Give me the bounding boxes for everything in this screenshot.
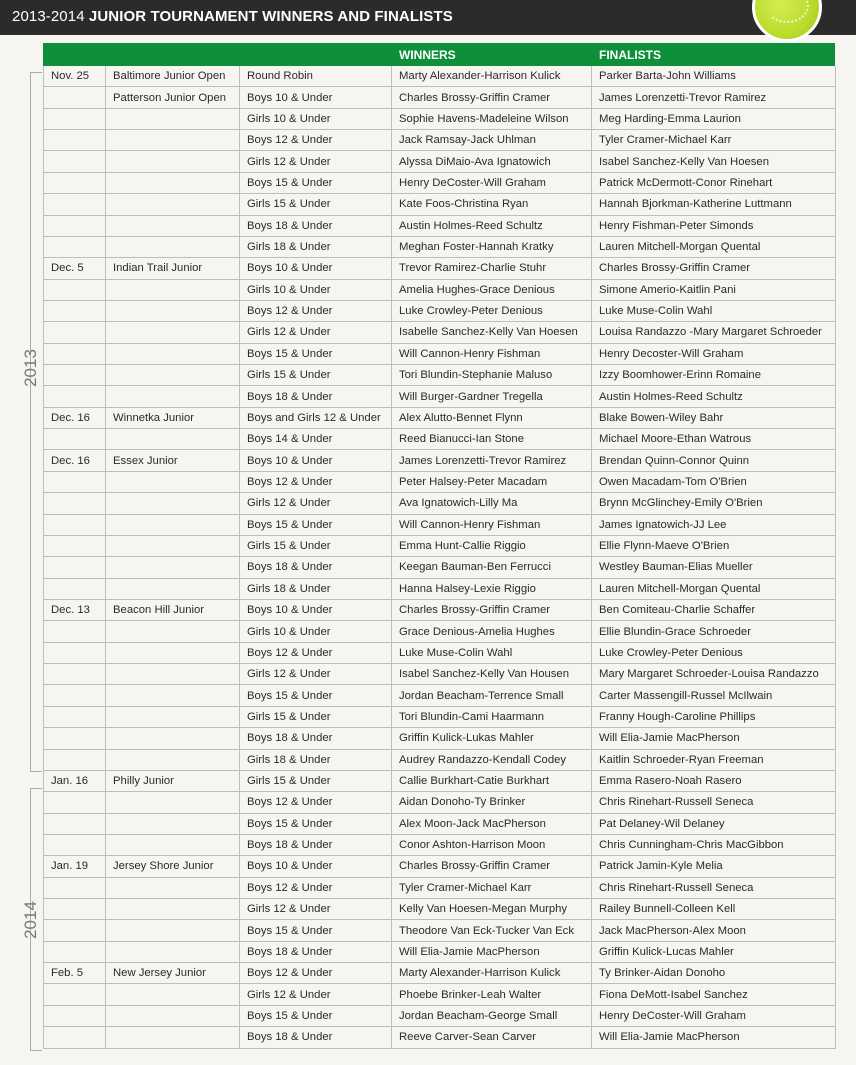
finalists-cell: Henry Fishman-Peter Simonds [592,215,836,236]
tournament-cell [106,621,240,642]
year-label-2014: 2014 [21,901,40,939]
date-cell [44,108,106,129]
tournament-cell: Indian Trail Junior [106,258,240,279]
tournament-cell: Essex Junior [106,450,240,471]
winners-cell: Hanna Halsey-Lexie Riggio [392,578,592,599]
winners-cell: Kate Foos-Christina Ryan [392,194,592,215]
date-cell: Jan. 19 [44,856,106,877]
date-cell [44,834,106,855]
finalists-cell: Patrick McDermott-Conor Rinehart [592,172,836,193]
winners-cell: James Lorenzetti-Trevor Ramirez [392,450,592,471]
finalists-cell: Franny Hough-Caroline Phillips [592,706,836,727]
table-row [44,984,836,1005]
division-cell: Boys 10 & Under [240,258,392,279]
tournament-cell [106,236,240,257]
date-cell [44,172,106,193]
tournament-cell: Baltimore Junior Open [106,66,240,87]
finalists-cell: Ellie Blundin-Grace Schroeder [592,621,836,642]
tournament-cell [106,322,240,343]
finalists-cell: Chris Rinehart-Russell Seneca [592,792,836,813]
tournament-cell [106,172,240,193]
finalists-cell: Westley Bauman-Elias Mueller [592,557,836,578]
table-row [44,899,836,920]
table-row [44,151,836,172]
tournament-cell [106,215,240,236]
division-cell: Boys 10 & Under [240,599,392,620]
table-row [44,194,836,215]
tournament-cell: Winnetka Junior [106,407,240,428]
division-cell: Girls 18 & Under [240,578,392,599]
winners-cell: Will Cannon-Henry Fishman [392,343,592,364]
division-cell: Girls 18 & Under [240,749,392,770]
finalists-cell: Jack MacPherson-Alex Moon [592,920,836,941]
table-row [44,258,836,279]
winners-cell: Henry DeCoster-Will Graham [392,172,592,193]
division-cell: Boys 18 & Under [240,834,392,855]
tournament-cell [106,108,240,129]
finalists-cell: Will Elia-Jamie MacPherson [592,1027,836,1048]
finalists-cell: Hannah Bjorkman-Katherine Luttmann [592,194,836,215]
tournament-cell: Patterson Junior Open [106,87,240,108]
table-row [44,471,836,492]
winners-cell: Will Cannon-Henry Fishman [392,514,592,535]
tournament-cell [106,535,240,556]
tournament-cell [106,941,240,962]
tournament-cell [106,984,240,1005]
division-cell: Boys 18 & Under [240,386,392,407]
results-table [43,66,836,1049]
date-cell [44,984,106,1005]
date-cell [44,706,106,727]
finalists-cell: Isabel Sanchez-Kelly Van Hoesen [592,151,836,172]
results-table-body [44,66,836,1048]
table-row [44,664,836,685]
winners-cell: Alex Moon-Jack MacPherson [392,813,592,834]
finalists-cell: Blake Bowen-Wiley Bahr [592,407,836,428]
division-cell: Girls 10 & Under [240,279,392,300]
winners-cell: Will Elia-Jamie MacPherson [392,941,592,962]
winners-cell: Isabel Sanchez-Kelly Van Housen [392,664,592,685]
division-cell: Boys 14 & Under [240,429,392,450]
winners-cell: Emma Hunt-Callie Riggio [392,535,592,556]
tournament-cell [106,813,240,834]
table-row [44,87,836,108]
tournament-cell [106,493,240,514]
winners-cell: Grace Denious-Amelia Hughes [392,621,592,642]
date-cell [44,941,106,962]
division-cell: Boys 18 & Under [240,1027,392,1048]
date-cell [44,899,106,920]
table-row [44,770,836,791]
table-row [44,877,836,898]
winners-cell: Jack Ramsay-Jack Uhlman [392,130,592,151]
division-cell: Boys 18 & Under [240,557,392,578]
division-cell: Boys and Girls 12 & Under [240,407,392,428]
table-row [44,343,836,364]
division-cell: Boys 12 & Under [240,877,392,898]
date-cell [44,365,106,386]
tournament-cell: Philly Junior [106,770,240,791]
winners-cell: Alyssa DiMaio-Ava Ignatowich [392,151,592,172]
finalists-cell: Brynn McGlinchey-Emily O'Brien [592,493,836,514]
division-cell: Girls 10 & Under [240,621,392,642]
division-cell: Boys 18 & Under [240,215,392,236]
winners-cell: Marty Alexander-Harrison Kulick [392,963,592,984]
finalists-cell: Carter Massengill-Russel McIlwain [592,685,836,706]
page-title [12,8,453,25]
table-row [44,108,836,129]
division-cell: Girls 15 & Under [240,706,392,727]
table-row [44,365,836,386]
finalists-cell: Austin Holmes-Reed Schultz [592,386,836,407]
winners-header: WINNERS [399,48,456,62]
division-cell: Girls 12 & Under [240,322,392,343]
winners-cell: Audrey Randazzo-Kendall Codey [392,749,592,770]
table-row [44,749,836,770]
division-cell: Boys 12 & Under [240,963,392,984]
winners-cell: Jordan Beacham-George Small [392,1005,592,1026]
finalists-cell: Izzy Boomhower-Erinn Romaine [592,365,836,386]
division-cell: Girls 15 & Under [240,535,392,556]
winners-cell: Griffin Kulick-Lukas Mahler [392,728,592,749]
finalists-cell: Henry DeCoster-Will Graham [592,1005,836,1026]
division-cell: Boys 10 & Under [240,450,392,471]
finalists-cell: Ellie Flynn-Maeve O'Brien [592,535,836,556]
table-row [44,813,836,834]
date-cell [44,920,106,941]
division-cell: Girls 18 & Under [240,236,392,257]
tournament-cell: New Jersey Junior [106,963,240,984]
date-cell [44,621,106,642]
finalists-cell: Ben Comiteau-Charlie Schaffer [592,599,836,620]
tournament-cell [106,792,240,813]
table-row [44,1027,836,1048]
date-cell: Feb. 5 [44,963,106,984]
winners-cell: Will Burger-Gardner Tregella [392,386,592,407]
tournament-cell: Beacon Hill Junior [106,599,240,620]
finalists-cell: Michael Moore-Ethan Watrous [592,429,836,450]
date-cell [44,1027,106,1048]
winners-cell: Alex Alutto-Bennet Flynn [392,407,592,428]
finalists-cell: Kaitlin Schroeder-Ryan Freeman [592,749,836,770]
division-cell: Boys 15 & Under [240,1005,392,1026]
division-cell: Boys 10 & Under [240,856,392,877]
date-cell [44,471,106,492]
finalists-cell: Louisa Randazzo -Mary Margaret Schroeder [592,322,836,343]
tournament-cell [106,877,240,898]
date-cell [44,322,106,343]
date-cell [44,343,106,364]
date-cell: Dec. 13 [44,599,106,620]
date-cell [44,130,106,151]
tournament-cell [106,386,240,407]
table-row [44,386,836,407]
finalists-cell: Simone Amerio-Kaitlin Pani [592,279,836,300]
finalists-cell: James Ignatowich-JJ Lee [592,514,836,535]
winners-cell: Sophie Havens-Madeleine Wilson [392,108,592,129]
winners-cell: Kelly Van Hoesen-Megan Murphy [392,899,592,920]
date-cell: Dec. 16 [44,450,106,471]
winners-cell: Ava Ignatowich-Lilly Ma [392,493,592,514]
date-cell [44,664,106,685]
table-row [44,300,836,321]
date-cell [44,813,106,834]
finalists-cell: Emma Rasero-Noah Rasero [592,770,836,791]
table-row [44,920,836,941]
finalists-cell: Lauren Mitchell-Morgan Quental [592,578,836,599]
date-cell [44,642,106,663]
finalists-cell: Chris Rinehart-Russell Seneca [592,877,836,898]
division-cell: Girls 12 & Under [240,664,392,685]
division-cell: Boys 15 & Under [240,172,392,193]
finalists-cell: Parker Barta-John Williams [592,66,836,87]
table-row [44,429,836,450]
table-row [44,514,836,535]
tournament-cell [106,899,240,920]
date-cell [44,728,106,749]
table-row [44,450,836,471]
table-row [44,685,836,706]
finalists-cell: Pat Delaney-Wil Delaney [592,813,836,834]
table-row [44,130,836,151]
winners-cell: Marty Alexander-Harrison Kulick [392,66,592,87]
date-cell [44,557,106,578]
table-row [44,236,836,257]
tournament-cell [106,471,240,492]
tournament-cell [106,664,240,685]
division-cell: Boys 12 & Under [240,792,392,813]
winners-cell: Trevor Ramirez-Charlie Stuhr [392,258,592,279]
table-row [44,706,836,727]
tournament-cell [106,920,240,941]
winners-cell: Charles Brossy-Griffin Cramer [392,599,592,620]
table-row [44,535,836,556]
winners-cell: Phoebe Brinker-Leah Walter [392,984,592,1005]
winners-cell: Tori Blundin-Cami Haarmann [392,706,592,727]
date-cell [44,429,106,450]
table-row [44,172,836,193]
winners-cell: Charles Brossy-Griffin Cramer [392,87,592,108]
table-row [44,1005,836,1026]
finalists-header: FINALISTS [599,48,661,62]
table-row [44,728,836,749]
finalists-cell: Lauren Mitchell-Morgan Quental [592,236,836,257]
title-text: JUNIOR TOURNAMENT WINNERS AND FINALISTS [88,8,453,25]
tournament-cell [106,429,240,450]
finalists-cell: Meg Harding-Emma Laurion [592,108,836,129]
date-cell [44,386,106,407]
date-cell [44,535,106,556]
finalists-cell: James Lorenzetti-Trevor Ramirez [592,87,836,108]
finalists-cell: Railey Bunnell-Colleen Kell [592,899,836,920]
winners-cell: Jordan Beacham-Terrence Small [392,685,592,706]
table-row [44,557,836,578]
division-cell: Girls 12 & Under [240,899,392,920]
division-cell: Girls 10 & Under [240,108,392,129]
winners-cell: Peter Halsey-Peter Macadam [392,471,592,492]
tournament-cell [106,130,240,151]
date-cell [44,877,106,898]
finalists-cell: Patrick Jamin-Kyle Melia [592,856,836,877]
date-cell [44,792,106,813]
division-cell: Boys 18 & Under [240,941,392,962]
division-cell: Boys 15 & Under [240,920,392,941]
division-cell: Boys 15 & Under [240,685,392,706]
winners-cell: Austin Holmes-Reed Schultz [392,215,592,236]
finalists-cell: Tyler Cramer-Michael Karr [592,130,836,151]
date-cell [44,194,106,215]
date-cell [44,151,106,172]
table-row [44,493,836,514]
winners-cell: Luke Crowley-Peter Denious [392,300,592,321]
winners-cell: Conor Ashton-Harrison Moon [392,834,592,855]
table-row [44,407,836,428]
finalists-cell: Luke Muse-Colin Wahl [592,300,836,321]
division-cell: Boys 15 & Under [240,343,392,364]
tournament-cell [106,834,240,855]
tournament-cell [106,685,240,706]
date-cell [44,1005,106,1026]
date-cell: Dec. 16 [44,407,106,428]
tournament-cell [106,514,240,535]
tournament-cell: Jersey Shore Junior [106,856,240,877]
finalists-cell: Owen Macadam-Tom O'Brien [592,471,836,492]
tournament-cell [106,300,240,321]
date-cell [44,215,106,236]
tournament-cell [106,151,240,172]
tournament-cell [106,1027,240,1048]
winners-cell: Amelia Hughes-Grace Denious [392,279,592,300]
date-cell [44,300,106,321]
table-row [44,834,836,855]
winners-cell: Luke Muse-Colin Wahl [392,642,592,663]
table-row [44,941,836,962]
finalists-cell: Will Elia-Jamie MacPherson [592,728,836,749]
table-row [44,279,836,300]
table-row [44,322,836,343]
table-row [44,578,836,599]
winners-cell: Meghan Foster-Hannah Kratky [392,236,592,257]
title-years: 2013-2014 [12,8,85,25]
year-label-2013: 2013 [21,349,40,387]
table-row [44,856,836,877]
table-row [44,642,836,663]
year-2013-bracket [30,72,31,772]
tennis-ball-icon [752,0,822,42]
tournament-cell [106,749,240,770]
tournament-cell [106,578,240,599]
finalists-cell: Charles Brossy-Griffin Cramer [592,258,836,279]
title-bar [0,0,856,35]
date-cell: Dec. 5 [44,258,106,279]
finalists-cell: Brendan Quinn-Connor Quinn [592,450,836,471]
date-cell: Nov. 25 [44,66,106,87]
finalists-cell: Luke Crowley-Peter Denious [592,642,836,663]
tournament-cell [106,706,240,727]
division-cell: Boys 12 & Under [240,130,392,151]
winners-cell: Reeve Carver-Sean Carver [392,1027,592,1048]
winners-cell: Keegan Bauman-Ben Ferrucci [392,557,592,578]
finalists-cell: Fiona DeMott-Isabel Sanchez [592,984,836,1005]
division-cell: Girls 15 & Under [240,365,392,386]
division-cell: Boys 12 & Under [240,471,392,492]
table-row [44,621,836,642]
winners-cell: Aidan Donoho-Ty Brinker [392,792,592,813]
winners-cell: Charles Brossy-Griffin Cramer [392,856,592,877]
finalists-cell: Ty Brinker-Aidan Donoho [592,963,836,984]
winners-cell: Tori Blundin-Stephanie Maluso [392,365,592,386]
table-row [44,215,836,236]
date-cell [44,749,106,770]
division-cell: Boys 12 & Under [240,300,392,321]
finalists-cell: Henry Decoster-Will Graham [592,343,836,364]
date-cell: Jan. 16 [44,770,106,791]
division-cell: Girls 12 & Under [240,984,392,1005]
division-cell: Boys 12 & Under [240,642,392,663]
tournament-cell [106,194,240,215]
finalists-cell: Chris Cunningham-Chris MacGibbon [592,834,836,855]
division-cell: Boys 18 & Under [240,728,392,749]
date-cell [44,279,106,300]
winners-cell: Tyler Cramer-Michael Karr [392,877,592,898]
division-cell: Girls 15 & Under [240,770,392,791]
tournament-cell [106,728,240,749]
date-cell [44,685,106,706]
date-cell [44,493,106,514]
winners-cell: Callie Burkhart-Catie Burkhart [392,770,592,791]
table-row [44,792,836,813]
tournament-cell [106,642,240,663]
tournament-cell [106,279,240,300]
date-cell [44,578,106,599]
table-row [44,599,836,620]
division-cell: Boys 10 & Under [240,87,392,108]
table-row [44,963,836,984]
tournament-cell [106,1005,240,1026]
tournament-cell [106,343,240,364]
division-cell: Boys 15 & Under [240,514,392,535]
finalists-cell: Griffin Kulick-Lucas Mahler [592,941,836,962]
date-cell [44,236,106,257]
date-cell [44,514,106,535]
division-cell: Girls 15 & Under [240,194,392,215]
tournament-cell [106,365,240,386]
division-cell: Boys 15 & Under [240,813,392,834]
division-cell: Girls 12 & Under [240,151,392,172]
table-row [44,66,836,87]
division-cell: Round Robin [240,66,392,87]
finalists-cell: Mary Margaret Schroeder-Louisa Randazzo [592,664,836,685]
tournament-cell [106,557,240,578]
winners-cell: Isabelle Sanchez-Kelly Van Hoesen [392,322,592,343]
date-cell [44,87,106,108]
division-cell: Girls 12 & Under [240,493,392,514]
winners-cell: Reed Bianucci-Ian Stone [392,429,592,450]
winners-cell: Theodore Van Eck-Tucker Van Eck [392,920,592,941]
